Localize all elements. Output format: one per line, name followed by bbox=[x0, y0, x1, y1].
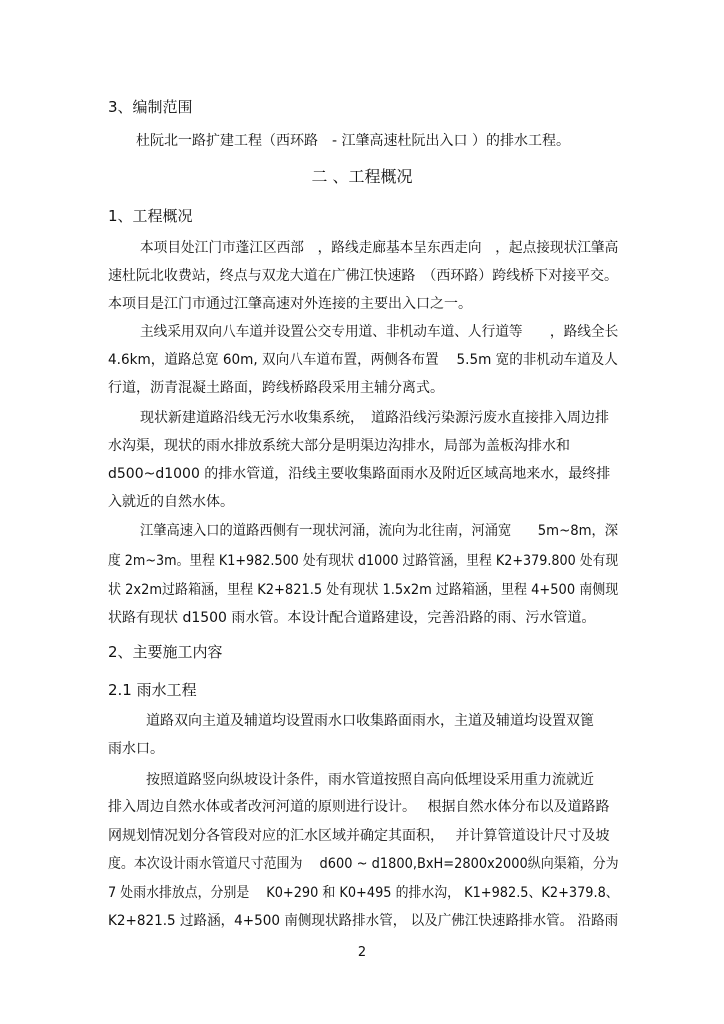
part-2-title: 二 、工程概况 bbox=[311, 167, 413, 186]
paragraph-line: 度。本次设计雨水管道尺寸范围为 d600 ~ d1800,BxH=2800x2000纵向渠箱，分为 bbox=[108, 856, 619, 872]
paragraph-line: 雨水口。 bbox=[108, 741, 164, 757]
paragraph-line: 道路双向主道及辅道均设置雨水口收集路面雨水，主道及辅道均设置双篦 bbox=[146, 713, 594, 729]
paragraph-line: 江肇高速入口的道路西侧有一现状河涌，流向为北往南，河涌宽 5m~8m，深 bbox=[140, 523, 619, 539]
paragraph-line: 状 2x2m过路箱涵，里程 K2+821.5 处有现状 1.5x2m 过路箱涵，里程 4+500 南侧现 bbox=[108, 582, 619, 598]
paragraph-line: 排入周边自然水体或者改河河道的原则进行设计。 根据自然水体分布以及道路路 bbox=[108, 799, 610, 815]
paragraph-line: d500~d1000 的排水管道，沿线主要收集路面雨水及附近区域高地来水，最终排 bbox=[108, 466, 611, 482]
paragraph-line: 度 2m~3m。里程 K1+982.500 处有现状 d1000 过路管涵，里程 K2+379.800 处有现 bbox=[108, 553, 619, 569]
page-number: 2 bbox=[357, 945, 367, 960]
section-3-title: 3、编制范围 bbox=[108, 98, 193, 116]
section-2-1-title: 2.1 雨水工程 bbox=[108, 681, 197, 699]
paragraph-line: 现状新建道路沿线无污水收集系统， 道路沿线污染源污废水直接排入周边排 bbox=[140, 410, 609, 426]
paragraph-line: 网规划情况划分各管段对应的汇水区域并确定其面积， 并计算管道设计尺寸及坡 bbox=[108, 828, 610, 844]
section-1-title: 1、工程概况 bbox=[108, 207, 193, 225]
paragraph-line: 按照道路竖向纵坡设计条件，雨水管道按照自高向低埋设采用重力流就近 bbox=[146, 772, 594, 788]
paragraph-line: 行道，沥青混凝土路面，跨线桥路段采用主辅分离式。 bbox=[108, 380, 444, 396]
paragraph-line: 4.6km，道路总宽 60m, 双向八车道布置，两侧各布置 5.5m 宽的非机动车道及人 bbox=[108, 352, 618, 368]
paragraph-line: 速杜阮北收费站，终点与双龙大道在广佛江快速路 （西环路）跨线桥下对接平交。 bbox=[108, 268, 618, 284]
paragraph-line: 入就近的自然水体。 bbox=[108, 494, 234, 510]
paragraph-line: 水沟渠，现状的雨水排放系统大部分是明渠边沟排水，局部为盖板沟排水和 bbox=[108, 438, 570, 454]
paragraph-line: 状路有现状 d1500 雨水管。本设计配合道路建设，完善沿路的雨、污水管道。 bbox=[108, 610, 596, 626]
section-3-text: 杜阮北一路扩建工程（西环路 - 江肇高速杜阮出入口 ）的排水工程。 bbox=[136, 133, 570, 149]
paragraph-line: 7 处雨水排放点，分别是 K0+290 和 K0+495 的排水沟， K1+982.5、K2+379.8、 bbox=[108, 885, 619, 901]
paragraph-line: 本项目处江门市蓬江区西部 ，路线走廊基本呈东西走向 ，起点接现状江肇高 bbox=[140, 240, 619, 256]
paragraph-line: 本项目是江门市通过江肇高速对外连接的主要出入口之一。 bbox=[108, 296, 472, 312]
paragraph-line: 主线采用双向八车道并设置公交专用道、非机动车道、人行道等 ，路线全长 bbox=[140, 324, 619, 340]
paragraph-line: K2+821.5 过路涵，4+500 南侧现状路排水管， 以及广佛江快速路排水管。 沿路雨 bbox=[108, 913, 619, 929]
section-2-title: 2、主要施工内容 bbox=[108, 643, 223, 661]
